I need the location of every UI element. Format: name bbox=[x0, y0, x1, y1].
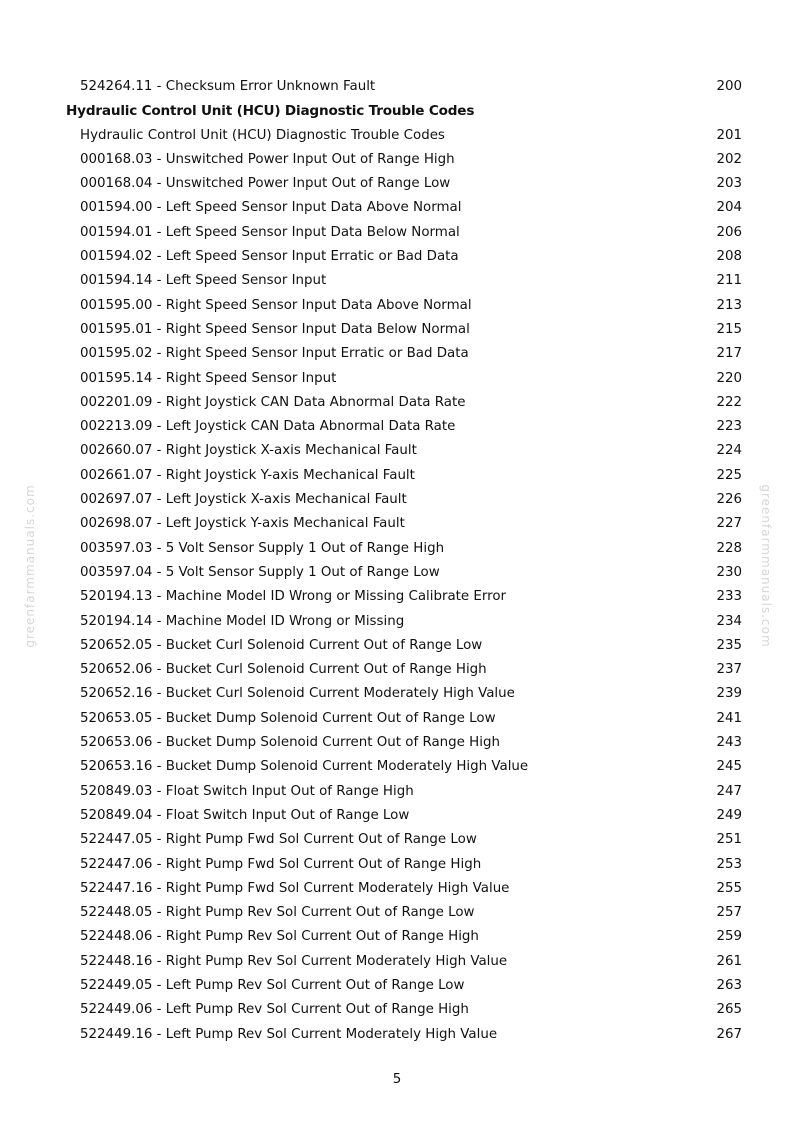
toc-entry[interactable] bbox=[66, 707, 742, 731]
toc-entry[interactable] bbox=[66, 731, 742, 755]
toc-entry[interactable] bbox=[66, 634, 742, 658]
toc-entry-page: 200 bbox=[716, 79, 742, 94]
toc-entry-page: 234 bbox=[716, 613, 742, 629]
toc-entry[interactable] bbox=[66, 221, 742, 245]
toc-entry[interactable] bbox=[66, 610, 742, 634]
toc-entry-page: 211 bbox=[716, 273, 742, 289]
toc-entry[interactable] bbox=[66, 367, 742, 391]
toc-entry-page: 227 bbox=[716, 516, 742, 532]
toc-entry-page: 204 bbox=[716, 200, 742, 216]
toc-entry-title: 520849.04 - Float Switch Input Out of Range Low bbox=[80, 807, 410, 823]
toc-entry[interactable] bbox=[66, 537, 742, 561]
toc-entry-title: 002201.09 - Right Joystick CAN Data Abnormal Data Rate bbox=[80, 394, 466, 410]
toc-entry-title: 002661.07 - Right Joystick Y-axis Mechanical Fault bbox=[80, 467, 415, 483]
toc-entry-title: 520653.05 - Bucket Dump Solenoid Current Out of Range Low bbox=[80, 710, 496, 726]
watermark-left: greenfarmmanuals.com bbox=[23, 484, 37, 648]
toc-entry[interactable] bbox=[66, 877, 742, 901]
toc-entry[interactable] bbox=[66, 148, 742, 172]
toc-entry[interactable] bbox=[66, 998, 742, 1022]
toc-entry[interactable] bbox=[66, 828, 742, 852]
toc-entry-page: 213 bbox=[716, 297, 742, 313]
toc-entry-page: 215 bbox=[716, 321, 742, 337]
toc-entry[interactable] bbox=[66, 318, 742, 342]
toc-entry-title: 520653.16 - Bucket Dump Solenoid Current Moderately High Value bbox=[80, 759, 529, 775]
toc-entry-page: 259 bbox=[716, 929, 742, 945]
toc-entry[interactable] bbox=[66, 682, 742, 706]
toc-entry-page: 237 bbox=[716, 662, 742, 678]
toc-entry-title: 520652.06 - Bucket Curl Solenoid Current Out of Range High bbox=[80, 662, 487, 678]
table-of-contents bbox=[66, 75, 742, 1047]
toc-entry[interactable] bbox=[66, 755, 742, 779]
toc-entry-page: 208 bbox=[716, 249, 742, 265]
toc-entry[interactable] bbox=[66, 294, 742, 318]
toc-entry-page: 261 bbox=[716, 953, 742, 969]
toc-entry-page: 245 bbox=[716, 759, 742, 775]
toc-entry-page: 257 bbox=[716, 905, 742, 921]
toc-entry-page: 233 bbox=[716, 589, 742, 605]
toc-entry-title: 002213.09 - Left Joystick CAN Data Abnormal Data Rate bbox=[80, 419, 456, 435]
toc-entry-page: 239 bbox=[716, 686, 742, 702]
toc-entry[interactable] bbox=[66, 804, 742, 828]
toc-entry-page: 241 bbox=[716, 710, 742, 726]
toc-entry-page: 228 bbox=[716, 540, 742, 556]
toc-entry-page: 251 bbox=[716, 832, 742, 848]
toc-entry-page: 217 bbox=[716, 346, 742, 362]
toc-entry-title: 522447.05 - Right Pump Fwd Sol Current Out of Range Low bbox=[80, 832, 477, 848]
toc-entry-title: 522449.05 - Left Pump Rev Sol Current Out of Range Low bbox=[80, 977, 465, 993]
toc-entry-title: 003597.04 - 5 Volt Sensor Supply 1 Out of Range Low bbox=[80, 564, 440, 580]
toc-entry-title: 520194.13 - Machine Model ID Wrong or Missing Calibrate Error bbox=[80, 589, 507, 605]
toc-entry-title: 001595.02 - Right Speed Sensor Input Erratic or Bad Data bbox=[80, 346, 469, 362]
toc-entry-title: 001594.00 - Left Speed Sensor Input Data Above Normal bbox=[80, 200, 462, 216]
toc-entry[interactable] bbox=[66, 391, 742, 415]
page-number: 5 bbox=[392, 1072, 402, 1087]
toc-entry-page: 222 bbox=[716, 394, 742, 410]
toc-entry[interactable] bbox=[66, 439, 742, 463]
toc-entry-title: 002698.07 - Left Joystick Y-axis Mechanical Fault bbox=[80, 516, 405, 532]
toc-entry-title: 002660.07 - Right Joystick X-axis Mechanical Fault bbox=[80, 443, 417, 459]
toc-entry-page: 223 bbox=[716, 419, 742, 435]
toc-entry-page: 230 bbox=[716, 564, 742, 580]
toc-entry-page: 235 bbox=[716, 637, 742, 653]
watermark-right: greenfarmmanuals.com bbox=[759, 484, 773, 648]
toc-entry-title: 001594.01 - Left Speed Sensor Input Data Below Normal bbox=[80, 224, 460, 240]
toc-entry[interactable] bbox=[66, 196, 742, 220]
toc-entry-title: 520194.14 - Machine Model ID Wrong or Missing bbox=[80, 613, 405, 629]
toc-entry-title: 001594.14 - Left Speed Sensor Input bbox=[80, 273, 327, 289]
toc-entry-title: 000168.04 - Unswitched Power Input Out of Range Low bbox=[80, 176, 451, 192]
toc-entry-title: 520652.05 - Bucket Curl Solenoid Current Out of Range Low bbox=[80, 637, 483, 653]
toc-entry-title: Hydraulic Control Unit (HCU) Diagnostic Trouble Codes bbox=[80, 127, 445, 143]
toc-entry[interactable] bbox=[66, 950, 742, 974]
toc-entry[interactable] bbox=[66, 853, 742, 877]
toc-entry[interactable] bbox=[66, 585, 742, 609]
toc-entry[interactable] bbox=[66, 512, 742, 536]
toc-entry[interactable] bbox=[66, 75, 742, 99]
toc-entry[interactable] bbox=[66, 1023, 742, 1047]
toc-entry[interactable] bbox=[66, 172, 742, 196]
toc-entry[interactable] bbox=[66, 245, 742, 269]
toc-entry-title: 002697.07 - Left Joystick X-axis Mechanical Fault bbox=[80, 492, 407, 508]
toc-entry-page: 243 bbox=[716, 735, 742, 751]
toc-entry[interactable] bbox=[66, 974, 742, 998]
toc-entry-page: 247 bbox=[716, 783, 742, 799]
toc-entry[interactable] bbox=[66, 925, 742, 949]
toc-entry-page: 263 bbox=[716, 977, 742, 993]
toc-entry[interactable] bbox=[66, 561, 742, 585]
toc-entry[interactable] bbox=[66, 124, 742, 148]
toc-entry-title: 000168.03 - Unswitched Power Input Out of Range High bbox=[80, 151, 455, 167]
toc-entry[interactable] bbox=[66, 488, 742, 512]
toc-entry-title: 001595.00 - Right Speed Sensor Input Data Above Normal bbox=[80, 297, 472, 313]
toc-entry[interactable] bbox=[66, 415, 742, 439]
toc-entry-title: 522448.16 - Right Pump Rev Sol Current Moderately High Value bbox=[80, 953, 508, 969]
toc-entry-title: 522449.06 - Left Pump Rev Sol Current Out of Range High bbox=[80, 1002, 469, 1018]
toc-entry-title: 522448.05 - Right Pump Rev Sol Current Out of Range Low bbox=[80, 905, 475, 921]
toc-entry-page: 202 bbox=[716, 151, 742, 167]
toc-entry[interactable] bbox=[66, 342, 742, 366]
toc-entry-page: 253 bbox=[716, 856, 742, 872]
toc-entry-page: 220 bbox=[716, 370, 742, 386]
toc-section-heading[interactable] bbox=[66, 99, 742, 123]
toc-entry-title: 524264.11 - Checksum Error Unknown Fault bbox=[80, 79, 376, 94]
toc-entry-page: 249 bbox=[716, 807, 742, 823]
toc-entry-page: 255 bbox=[716, 880, 742, 896]
toc-entry-title: 001595.14 - Right Speed Sensor Input bbox=[80, 370, 337, 386]
toc-entry-title: 522447.16 - Right Pump Fwd Sol Current Moderately High Value bbox=[80, 880, 510, 896]
toc-entry[interactable] bbox=[66, 901, 742, 925]
toc-entry-page: 225 bbox=[716, 467, 742, 483]
toc-entry-title: 522448.06 - Right Pump Rev Sol Current Out of Range High bbox=[80, 929, 479, 945]
toc-entry-page: 226 bbox=[716, 492, 742, 508]
toc-entry-page: 206 bbox=[716, 224, 742, 240]
toc-entry-title: 003597.03 - 5 Volt Sensor Supply 1 Out of Range High bbox=[80, 540, 445, 556]
toc-entry-title: 001594.02 - Left Speed Sensor Input Erratic or Bad Data bbox=[80, 249, 459, 265]
toc-entry-title: 001595.01 - Right Speed Sensor Input Data Below Normal bbox=[80, 321, 470, 337]
toc-entry[interactable] bbox=[66, 658, 742, 682]
toc-entry-title: 522447.06 - Right Pump Fwd Sol Current Out of Range High bbox=[80, 856, 482, 872]
toc-entry[interactable] bbox=[66, 269, 742, 293]
toc-entry-title: 520653.06 - Bucket Dump Solenoid Current Out of Range High bbox=[80, 735, 500, 751]
toc-entry-title: 520652.16 - Bucket Curl Solenoid Current Moderately High Value bbox=[80, 686, 515, 702]
toc-entry-title: 520849.03 - Float Switch Input Out of Range High bbox=[80, 783, 414, 799]
toc-entry-page: 267 bbox=[716, 1026, 742, 1042]
toc-entry[interactable] bbox=[66, 464, 742, 488]
toc-entry-page: 203 bbox=[716, 176, 742, 192]
toc-entry-page: 201 bbox=[716, 127, 742, 143]
toc-entry-title: 522449.16 - Left Pump Rev Sol Current Moderately High Value bbox=[80, 1026, 498, 1042]
toc-entry-page: 265 bbox=[716, 1002, 742, 1018]
toc-entry-page: 224 bbox=[716, 443, 742, 459]
toc-entry-title: Hydraulic Control Unit (HCU) Diagnostic Trouble Codes bbox=[66, 103, 475, 120]
toc-entry[interactable] bbox=[66, 780, 742, 804]
